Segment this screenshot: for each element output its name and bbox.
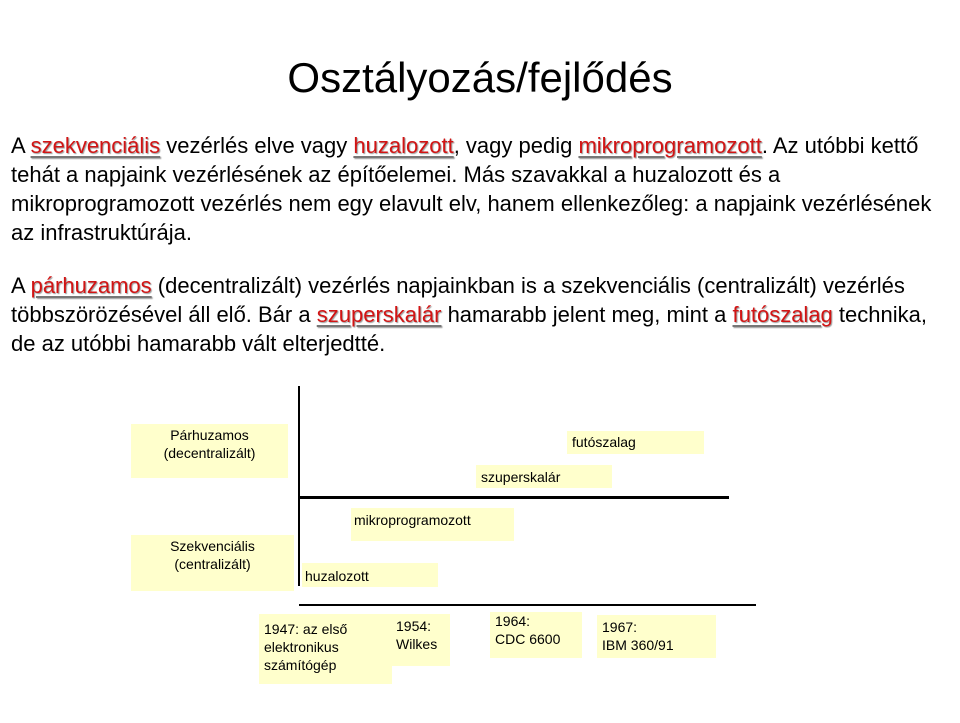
technique-hardwired-label: huzalozott	[305, 568, 369, 584]
category-sequential	[131, 535, 294, 591]
technique-hardwired	[302, 563, 438, 587]
text-run: A	[11, 273, 31, 298]
technique-pipeline-label: futószalag	[572, 434, 636, 450]
term-microprogrammed: mikroprogramozott	[578, 133, 762, 158]
technique-superscalar-label: szuperskalár	[481, 469, 561, 485]
term-superscalar: szuperskalár	[316, 302, 442, 327]
category-sequential-line2: (centralizált)	[174, 556, 251, 572]
term-hardwired: huzalozott	[353, 133, 454, 158]
milestone-1967-line1: 1967:	[602, 619, 638, 635]
slide-title: Osztályozás/fejlődés	[287, 54, 673, 101]
milestone-1964-line1: 1964:	[495, 613, 531, 629]
technique-microprogrammed	[351, 508, 514, 541]
milestone-1947	[259, 614, 392, 684]
technique-superscalar	[476, 465, 612, 488]
milestone-1947-line1: 1947: az első	[264, 621, 348, 637]
category-parallel-line2: (decentralizált)	[163, 445, 256, 461]
milestone-1954-line1: 1954:	[396, 618, 432, 634]
milestone-1947-line3: számítógép	[264, 657, 337, 673]
diagram-time-axis	[299, 604, 756, 606]
milestone-1967	[597, 615, 716, 658]
text-run: (decentralizált) vezérlés napjainkban is a szekvenciális (centralizált) vezérlés többszörözésével áll elő. Bár a	[11, 273, 905, 327]
paragraph-control-types	[11, 131, 951, 247]
technique-pipeline	[567, 431, 704, 454]
text-run: . Az utóbbi kettő tehát a napjaink vezérlésének az építőelemei. Más szavakkal a huzalozott és a mikroprogramozott vezérlés nem egy elavult elv, hanem ellenkezőleg: a napjaink vezérlésének az infrastruktúrája.	[11, 133, 932, 245]
technique-microprogrammed-label: mikroprogramozott	[354, 512, 471, 528]
text-run: hamarabb jelent meg, mint a	[441, 302, 733, 327]
term-parallel: párhuzamos	[30, 273, 152, 298]
milestone-1954	[392, 614, 450, 666]
text-run: A	[11, 133, 31, 158]
milestone-1967-line2: IBM 360/91	[602, 637, 674, 653]
category-parallel-line1: Párhuzamos	[170, 427, 249, 443]
category-parallel	[131, 424, 288, 478]
category-sequential-line1: Szekvenciális	[170, 538, 255, 554]
milestone-1947-line2: elektronikus	[264, 639, 339, 655]
milestone-1954-line2: Wilkes	[396, 636, 438, 652]
diagram-vertical-axis	[298, 386, 300, 586]
diagram-category-divider	[299, 496, 729, 499]
text-run: , vagy pedig	[453, 133, 579, 158]
term-sequential: szekvenciális	[30, 133, 161, 158]
text-run: vezérlés elve vagy	[160, 133, 354, 158]
term-pipeline: futószalag	[732, 302, 833, 327]
paragraph-parallel-control	[11, 271, 951, 358]
milestone-1964	[490, 612, 582, 658]
milestone-1964-line2: CDC 6600	[495, 631, 561, 647]
text-run: technika, de az utóbbi hamarabb vált elterjedtté.	[11, 302, 927, 356]
